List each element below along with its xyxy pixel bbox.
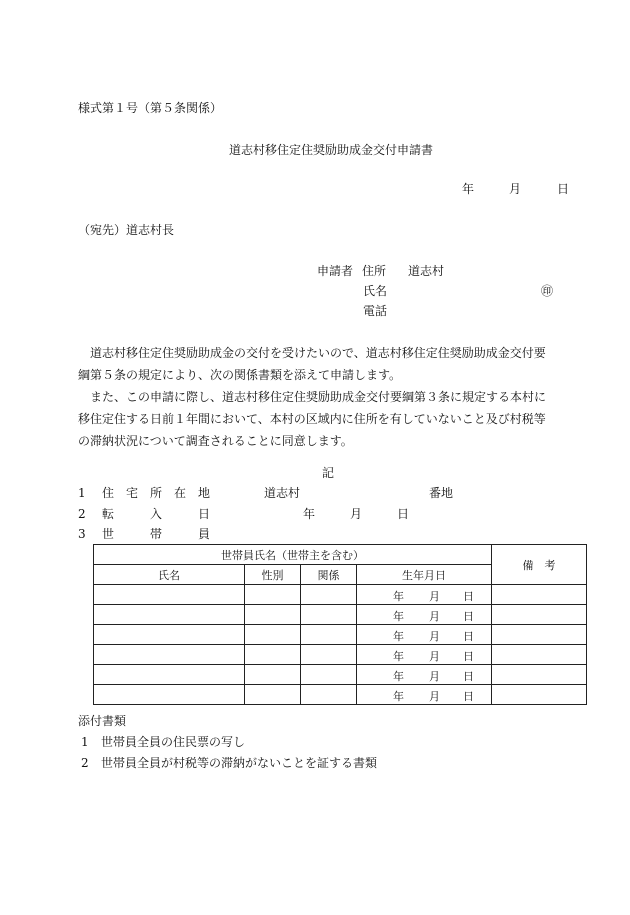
birth-day: 日	[463, 650, 474, 663]
birth-day: 日	[463, 590, 474, 603]
birth-month: 月	[429, 670, 440, 683]
move-in-month: 月	[350, 507, 363, 521]
item-number: 3	[78, 527, 86, 541]
gender-cell[interactable]	[245, 625, 301, 645]
birth-year: 年	[393, 670, 404, 683]
attachment-text: 世帯員全員の住民票の写し	[101, 735, 246, 749]
name-cell[interactable]	[94, 605, 245, 625]
birth-year: 年	[393, 610, 404, 623]
birthdate-cell[interactable]	[357, 665, 492, 685]
item-number: 2	[78, 507, 86, 521]
birth-year: 年	[393, 650, 404, 663]
birth-year: 年	[393, 690, 404, 703]
item-label: 住 宅 所 在 地	[102, 486, 211, 500]
name-cell[interactable]	[94, 625, 245, 645]
birth-day: 日	[463, 670, 474, 683]
birthdate-cell[interactable]	[357, 685, 492, 705]
birth-month: 月	[429, 630, 440, 643]
table-row	[94, 645, 587, 665]
date-month: 月	[509, 182, 522, 196]
name-cell[interactable]	[94, 645, 245, 665]
remarks-cell[interactable]	[492, 665, 587, 685]
item-address-banchi: 番地	[429, 486, 454, 500]
birth-day: 日	[463, 630, 474, 643]
gender-cell[interactable]	[245, 645, 301, 665]
col-header-name: 氏名	[94, 565, 245, 585]
body-text	[78, 342, 556, 452]
date-day: 日	[557, 182, 570, 196]
item-number: 1	[78, 486, 86, 500]
attachment-number: 2	[81, 756, 89, 770]
birth-year: 年	[393, 630, 404, 643]
table-row	[94, 585, 587, 605]
date-year: 年	[462, 182, 475, 196]
gender-cell[interactable]	[245, 585, 301, 605]
relation-cell[interactable]	[301, 645, 357, 665]
gender-cell[interactable]	[245, 605, 301, 625]
attachment-text: 世帯員全員が村税等の滞納がないことを証する書類	[101, 756, 378, 770]
remarks-header: 備 考	[492, 545, 587, 585]
table-row	[94, 685, 587, 705]
birth-month: 月	[429, 650, 440, 663]
table-row	[94, 665, 587, 685]
birth-month: 月	[429, 690, 440, 703]
household-members-table	[93, 544, 587, 705]
item-label: 転 入 日	[102, 507, 211, 521]
form-title: 道志村移住定住奨励助成金交付申請書	[229, 143, 434, 157]
remarks-cell[interactable]	[492, 605, 587, 625]
birth-month: 月	[429, 610, 440, 623]
relation-cell[interactable]	[301, 585, 357, 605]
applicant-label: 申請者	[317, 264, 354, 278]
move-in-year: 年	[303, 507, 316, 521]
birthdate-cell[interactable]	[357, 625, 492, 645]
remarks-cell[interactable]	[492, 625, 587, 645]
remarks-cell[interactable]	[492, 585, 587, 605]
birth-year: 年	[393, 590, 404, 603]
item-label: 世 帯 員	[102, 527, 211, 541]
col-header-birthdate: 生年月日	[357, 565, 492, 585]
remarks-cell[interactable]	[492, 685, 587, 705]
relation-cell[interactable]	[301, 665, 357, 685]
group-header: 世帯員氏名（世帯主を含む）	[94, 545, 492, 565]
address-label: 住所	[362, 264, 387, 278]
move-in-day: 日	[397, 507, 410, 521]
name-cell[interactable]	[94, 685, 245, 705]
gender-cell[interactable]	[245, 665, 301, 685]
table-row	[94, 625, 587, 645]
item-address-village: 道志村	[264, 486, 301, 500]
birthdate-cell[interactable]	[357, 645, 492, 665]
ki-heading: 記	[322, 466, 335, 480]
birthdate-cell[interactable]	[357, 605, 492, 625]
phone-label: 電話	[363, 304, 388, 318]
table-row	[94, 605, 587, 625]
attachments-heading: 添付書類	[78, 714, 127, 728]
table-header-row	[94, 545, 587, 565]
address-value: 道志村	[408, 264, 445, 278]
attachment-number: 1	[81, 735, 89, 749]
body-paragraph-1: 道志村移住定住奨励助成金の交付を受けたいので、道志村移住定住奨励助成金交付要綱第５条の規定により、次の関係書類を添えて申請します。	[78, 346, 546, 382]
addressee: （宛先）道志村長	[78, 223, 175, 237]
body-paragraph-2: また、この申請に際し、道志村移住定住奨励助成金交付要綱第３条に規定する本村に移住定住する日前１年間において、本村の区域内に住所を有していないこと及び村税等の滞納状況について調査されることに同意します。	[78, 390, 547, 448]
gender-cell[interactable]	[245, 685, 301, 705]
seal-mark: ㊞	[541, 284, 554, 298]
remarks-cell[interactable]	[492, 645, 587, 665]
col-header-relation: 関係	[301, 565, 357, 585]
name-label: 氏名	[363, 284, 388, 298]
relation-cell[interactable]	[301, 685, 357, 705]
birth-month: 月	[429, 590, 440, 603]
name-cell[interactable]	[94, 665, 245, 685]
name-cell[interactable]	[94, 585, 245, 605]
form-number: 様式第１号（第５条関係）	[78, 101, 223, 115]
relation-cell[interactable]	[301, 605, 357, 625]
col-header-gender: 性別	[245, 565, 301, 585]
birth-day: 日	[463, 610, 474, 623]
relation-cell[interactable]	[301, 625, 357, 645]
birth-day: 日	[463, 690, 474, 703]
birthdate-cell[interactable]	[357, 585, 492, 605]
